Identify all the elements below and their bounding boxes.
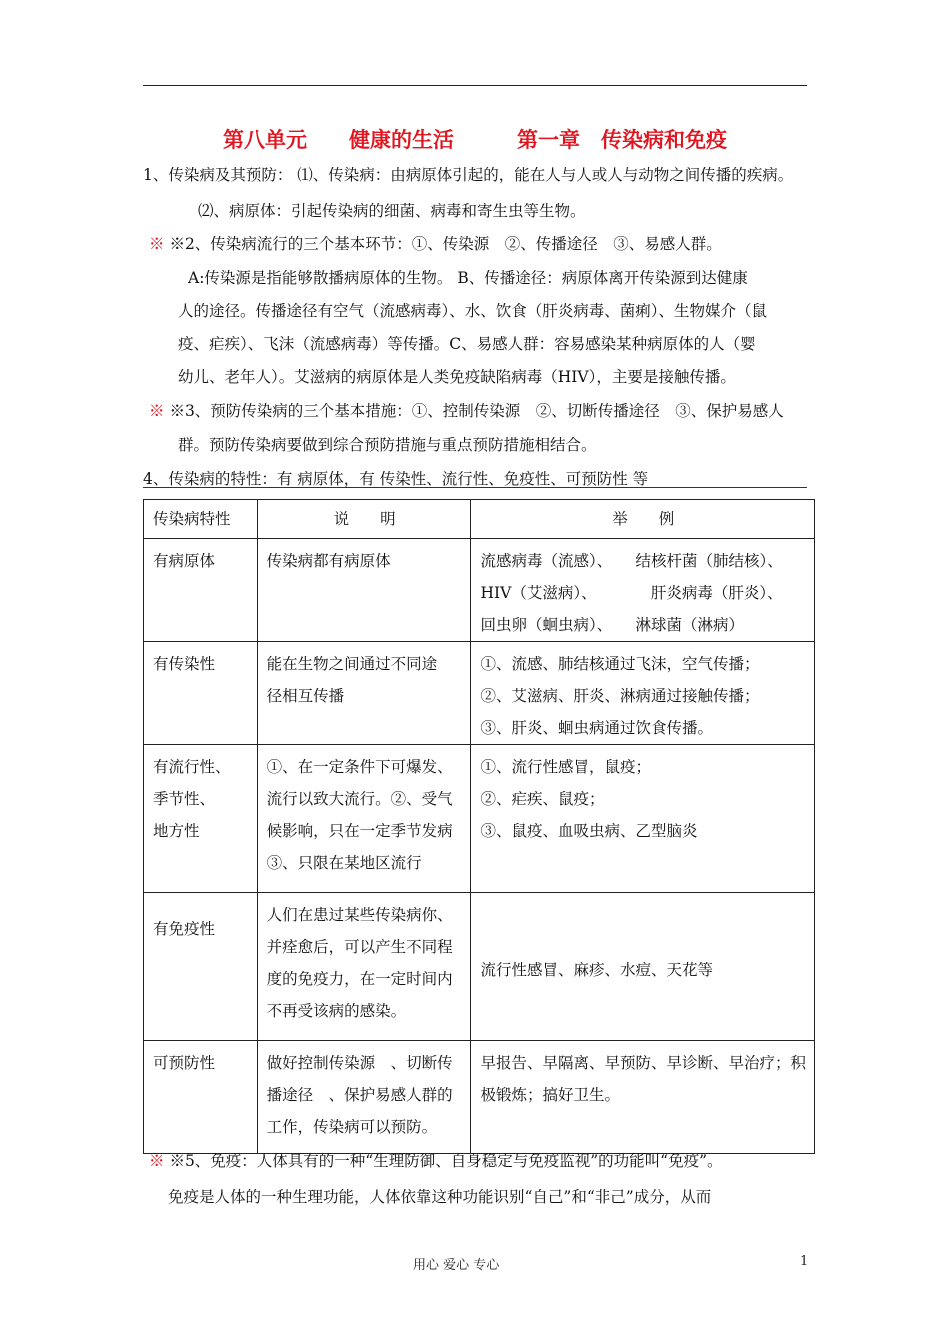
table-cell-examples	[471, 745, 815, 893]
para-source: A:传染源是指能够散播病原体的生物。 B、传播途径：病原体离开传染源到达健康	[188, 269, 748, 287]
note-mark: ※	[149, 235, 165, 253]
cell-line: 地方性	[153, 822, 200, 840]
characteristics-table	[143, 499, 815, 1154]
table-header-cell	[471, 500, 815, 539]
table-cell-feature	[144, 1041, 258, 1154]
table-cell-desc	[257, 642, 471, 745]
table-cell-desc	[257, 1041, 471, 1154]
cell-line: 流行性感冒、麻疹、水痘、天花等	[480, 960, 713, 979]
cell-line: 并痊愈后，可以产生不同程	[266, 938, 453, 956]
para-immunity-cont: 免疫是人体的一种生理功能，人体依靠这种功能识别“自己”和“非己”成分，从而	[168, 1188, 712, 1206]
cell-line: 极锻炼；搞好卫生。	[480, 1086, 620, 1104]
cell-line: 不再受该病的感染。	[266, 1002, 407, 1020]
table-cell-examples	[471, 893, 815, 1041]
cell-line: 可预防性	[153, 1054, 216, 1072]
table-cell-feature	[144, 893, 258, 1041]
table-row	[144, 745, 815, 893]
note-mark: ※	[149, 402, 165, 420]
header-label: 举 例	[612, 510, 675, 528]
cell-line: 有免疫性	[153, 920, 216, 938]
cell-line: 径相互传播	[266, 687, 345, 705]
cell-line: ①、在一定条件下可爆发、	[266, 758, 453, 776]
table-cell-examples	[471, 1041, 815, 1154]
cell-line: HIV（艾滋病）、 肝炎病毒（肝炎）、	[480, 584, 783, 602]
cell-line: 有传染性	[153, 655, 216, 673]
cell-line: 传染病都有病原体	[266, 552, 391, 570]
para-hiv: 幼儿、老年人）。艾滋病的病原体是人类免疫缺陷病毒（HIV），主要是接触传播。	[178, 368, 736, 386]
para-route-cont: 疫、疟疾）、飞沫（流感病毒）等传播。C、易感人群：容易感染某种病原体的人（婴	[178, 335, 756, 353]
cell-line: 做好控制传染源 、切断传	[266, 1054, 453, 1072]
para-infectious-disease: 1、传染病及其预防： ⑴、传染病：由病原体引起的，能在人与人或人与动物之间传播的疾病。	[143, 166, 794, 184]
cell-line: 人们在患过某些传染病你、	[266, 906, 453, 924]
cell-line: 工作，传染病可以预防。	[266, 1118, 438, 1136]
page-number: 1	[800, 1254, 809, 1269]
cell-line: 流行以致大流行。②、受气	[266, 790, 453, 808]
header-label: 传染病特性	[153, 510, 231, 528]
table-row	[144, 539, 815, 642]
table-cell-examples	[471, 539, 815, 642]
header-label: 说 明	[333, 510, 396, 528]
cell-line: 季节性、	[153, 790, 216, 808]
cell-line: ②、艾滋病、肝炎、淋病通过接触传播；	[480, 687, 760, 705]
table-row	[144, 893, 815, 1041]
cell-line: 播途径 、保护易感人群的	[266, 1086, 453, 1104]
table-cell-feature	[144, 539, 258, 642]
para-prevention-cont: 群。预防传染病要做到综合预防措施与重点预防措施相结合。	[178, 436, 597, 454]
table-row	[144, 1041, 815, 1154]
cell-line: 能在生物之间通过不同途	[266, 655, 438, 673]
table-cell-feature	[144, 642, 258, 745]
cell-line: ③、肝炎、蛔虫病通过饮食传播。	[480, 719, 713, 737]
cell-line: 流感病毒（流感）、 结核杆菌（肺结核）、	[480, 552, 783, 570]
cell-line: ②、疟疾、鼠疫；	[480, 790, 605, 808]
table-cell-desc	[257, 539, 471, 642]
cell-line: ①、流感、肺结核通过飞沫，空气传播；	[480, 655, 760, 673]
table-cell-desc	[257, 745, 471, 893]
underline	[143, 487, 807, 488]
cell-line: 回虫卵（蛔虫病）、 淋球菌（淋病）	[480, 616, 744, 634]
header-rule	[143, 85, 807, 86]
table-cell-examples	[471, 642, 815, 745]
page-title: 第八单元 健康的生活 第一章 传染病和免疫	[223, 127, 727, 152]
para-characteristics: 4、传染病的特性：有 病原体，有 传染性、流行性、免疫性、可预防性 等	[143, 470, 649, 488]
cell-line: ③、鼠疫、血吸虫病、乙型脑炎	[480, 822, 698, 840]
cell-line: ③、只限在某地区流行	[266, 854, 422, 872]
cell-line: ①、流行性感冒，鼠疫；	[480, 758, 651, 776]
table-cell-feature	[144, 745, 258, 893]
para-immunity: ※ ※5、免疫：人体具有的一种“生理防御、自身稳定与免疫监视”的功能叫“免疫”。	[149, 1152, 723, 1170]
para-prevention: ※ ※3、预防传染病的三个基本措施：①、控制传染源 ②、切断传播途径 ③、保护易感人	[149, 402, 784, 420]
table-row	[144, 642, 815, 745]
footer-motto: 用心 爱心 专心	[413, 1258, 500, 1273]
cell-line: 度的免疫力，在一定时间内	[266, 970, 453, 988]
cell-line: 早报告、早隔离、早预防、早诊断、早治疗；积	[480, 1054, 806, 1072]
para-pathogen: ⑵、病原体：引起传染病的细菌、病毒和寄生虫等生物。	[198, 202, 586, 220]
cell-line: 候影响，只在一定季节发病	[266, 822, 453, 840]
para-three-links: ※ ※2、传染病流行的三个基本环节：①、传染源 ②、传播途径 ③、易感人群。	[149, 235, 722, 253]
note-mark: ※	[149, 1152, 165, 1170]
cell-line: 有病原体	[153, 552, 216, 570]
table-header-row	[144, 500, 815, 539]
table-header-cell	[144, 500, 258, 539]
table-header-cell	[257, 500, 471, 539]
cell-line: 有流行性、	[153, 758, 231, 776]
table-cell-desc	[257, 893, 471, 1041]
para-route: 人的途径。传播途径有空气（流感病毒）、水、饮食（肝炎病毒、菌痢）、生物媒介（鼠	[178, 302, 768, 320]
